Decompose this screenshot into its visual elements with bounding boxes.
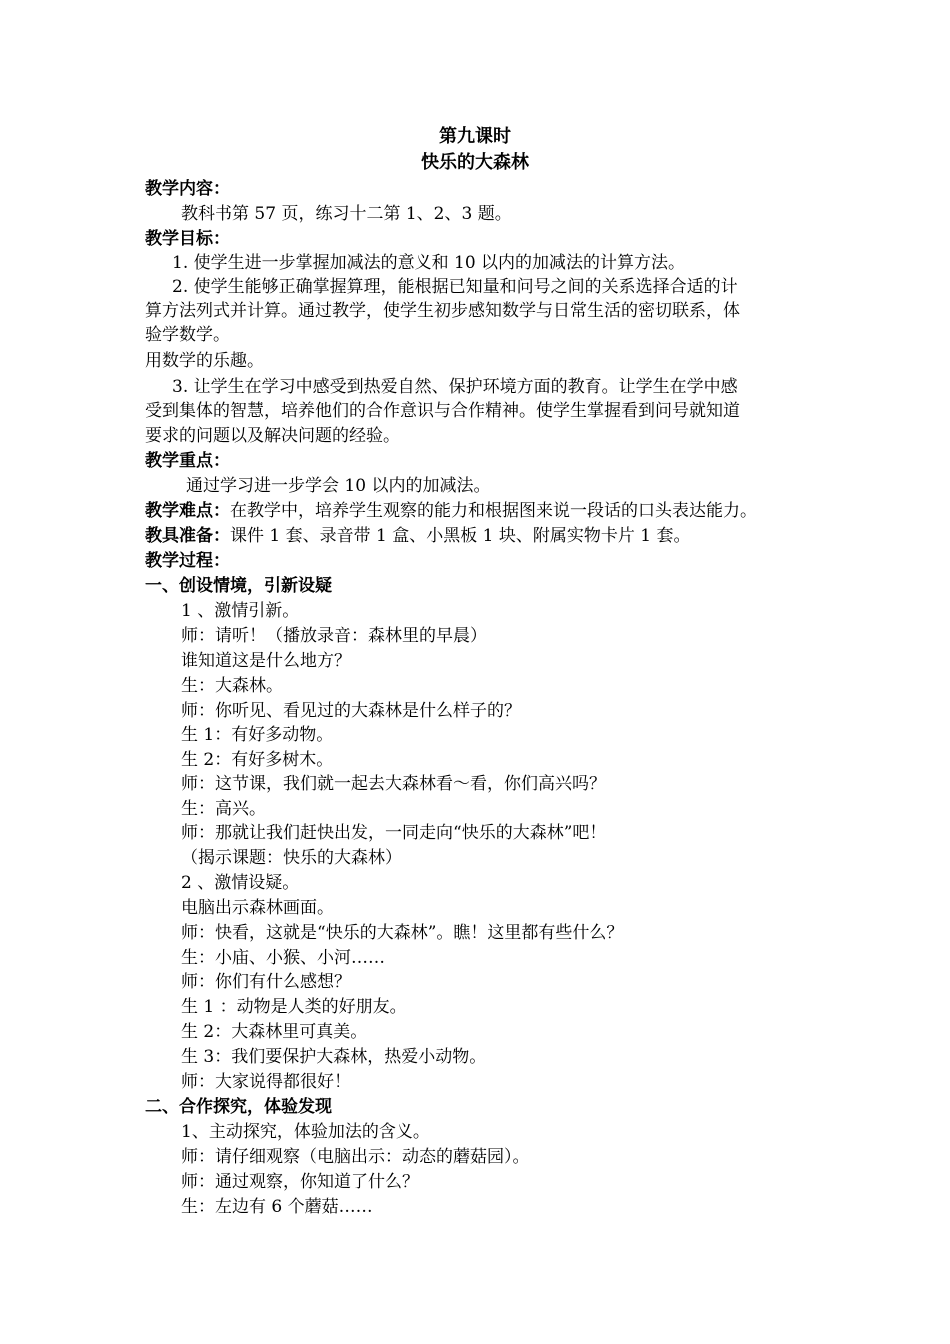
part-1-line: 1 、激情引新。: [181, 601, 300, 621]
part-1-line: 生：大森林。: [181, 676, 283, 696]
goal-3-line-1: 3. 让学生在学习中感受到热爱自然、保护环境方面的教育。让学生在学中感: [172, 377, 738, 397]
part-1-line: 师：你们有什么感想？: [181, 972, 351, 992]
part-1-line: 生：小庙、小猴、小河……: [181, 948, 385, 968]
part-1-line: 师：那就让我们赶快出发，一同走向“快乐的大森林”吧！: [181, 823, 607, 843]
part-1-line: 生 2：有好多树木。: [181, 750, 334, 770]
part-1-line: 师：大家说得都很好！: [181, 1072, 351, 1092]
goal-2-line-1: 2. 使学生能够正确掌握算理，能根据已知量和问号之间的关系选择合适的计: [172, 277, 738, 297]
tools-row: [145, 524, 691, 548]
part-1-line: 生 1 ：动物是人类的好朋友。: [181, 997, 407, 1017]
goal-3-line-2: 受到集体的智慧，培养他们的合作意识与合作精神。使学生掌握看到问号就知道: [145, 401, 740, 421]
goal-2-line-3: 验学数学。: [145, 325, 230, 345]
difficulty-label: 教学难点：: [145, 501, 230, 521]
part-1-line: 生 3：我们要保护大森林，热爱小动物。: [181, 1047, 487, 1067]
process-heading: 教学过程：: [145, 551, 230, 571]
difficulty-text: 在教学中，培养学生观察的能力和根据图来说一段话的口头表达能力。: [230, 501, 757, 521]
tools-text: 课件 1 套、录音带 1 盒、小黑板 1 块、附属实物卡片 1 套。: [230, 526, 691, 546]
content-text: 教科书第 57 页，练习十二第 1、2、3 题。: [181, 204, 512, 224]
part-1-line: 师：快看，这就是“快乐的大森林”。瞧！这里都有些什么？: [181, 923, 624, 943]
part-1-line: 生 2：大森林里可真美。: [181, 1022, 368, 1042]
difficulty-row: [145, 499, 757, 523]
part-2-line: 1、主动探究，体验加法的含义。: [181, 1122, 430, 1142]
goals-heading: 教学目标：: [145, 229, 230, 249]
part-1-heading: 一、创设情境，引新设疑: [145, 576, 332, 596]
part-1-line: 生：高兴。: [181, 799, 266, 819]
part-1-line: （揭示课题：快乐的大森林）: [181, 848, 402, 868]
part-2-line: 生：左边有 6 个蘑菇……: [181, 1197, 373, 1217]
goal-2-line-4: 用数学的乐趣。: [145, 351, 264, 371]
part-1-line: 师：这节课，我们就一起去大森林看～看，你们高兴吗？: [181, 774, 606, 794]
part-2-heading: 二、合作探究，体验发现: [145, 1097, 332, 1117]
key-points-text: 通过学习进一步学会 10 以内的加减法。: [186, 476, 491, 496]
part-2-line: 师：请仔细观察（电脑出示：动态的蘑菇园）。: [181, 1147, 530, 1167]
part-1-line: 师：请听！（播放录音：森林里的早晨）: [181, 626, 487, 646]
goal-2-line-2: 算方法列式并计算。通过教学，使学生初步感知数学与日常生活的密切联系，体: [145, 301, 740, 321]
goal-1: 1. 使学生进一步掌握加减法的意义和 10 以内的加减法的计算方法。: [172, 253, 686, 273]
goal-3-line-3: 要求的问题以及解决问题的经验。: [145, 426, 400, 446]
tools-label: 教具准备：: [145, 526, 230, 546]
part-1-line: 生 1：有好多动物。: [181, 725, 334, 745]
part-1-line: 师：你听见、看见过的大森林是什么样子的？: [181, 701, 521, 721]
lesson-number-title: 第九课时: [439, 126, 511, 147]
part-1-line: 谁知道这是什么地方？: [181, 651, 351, 671]
lesson-topic-title: 快乐的大森林: [421, 152, 529, 173]
part-2-line: 师：通过观察，你知道了什么？: [181, 1172, 419, 1192]
part-1-line: 2 、激情设疑。: [181, 873, 300, 893]
content-heading: 教学内容：: [145, 179, 230, 199]
key-points-heading: 教学重点：: [145, 451, 230, 471]
part-1-line: 电脑出示森林画面。: [181, 898, 334, 918]
